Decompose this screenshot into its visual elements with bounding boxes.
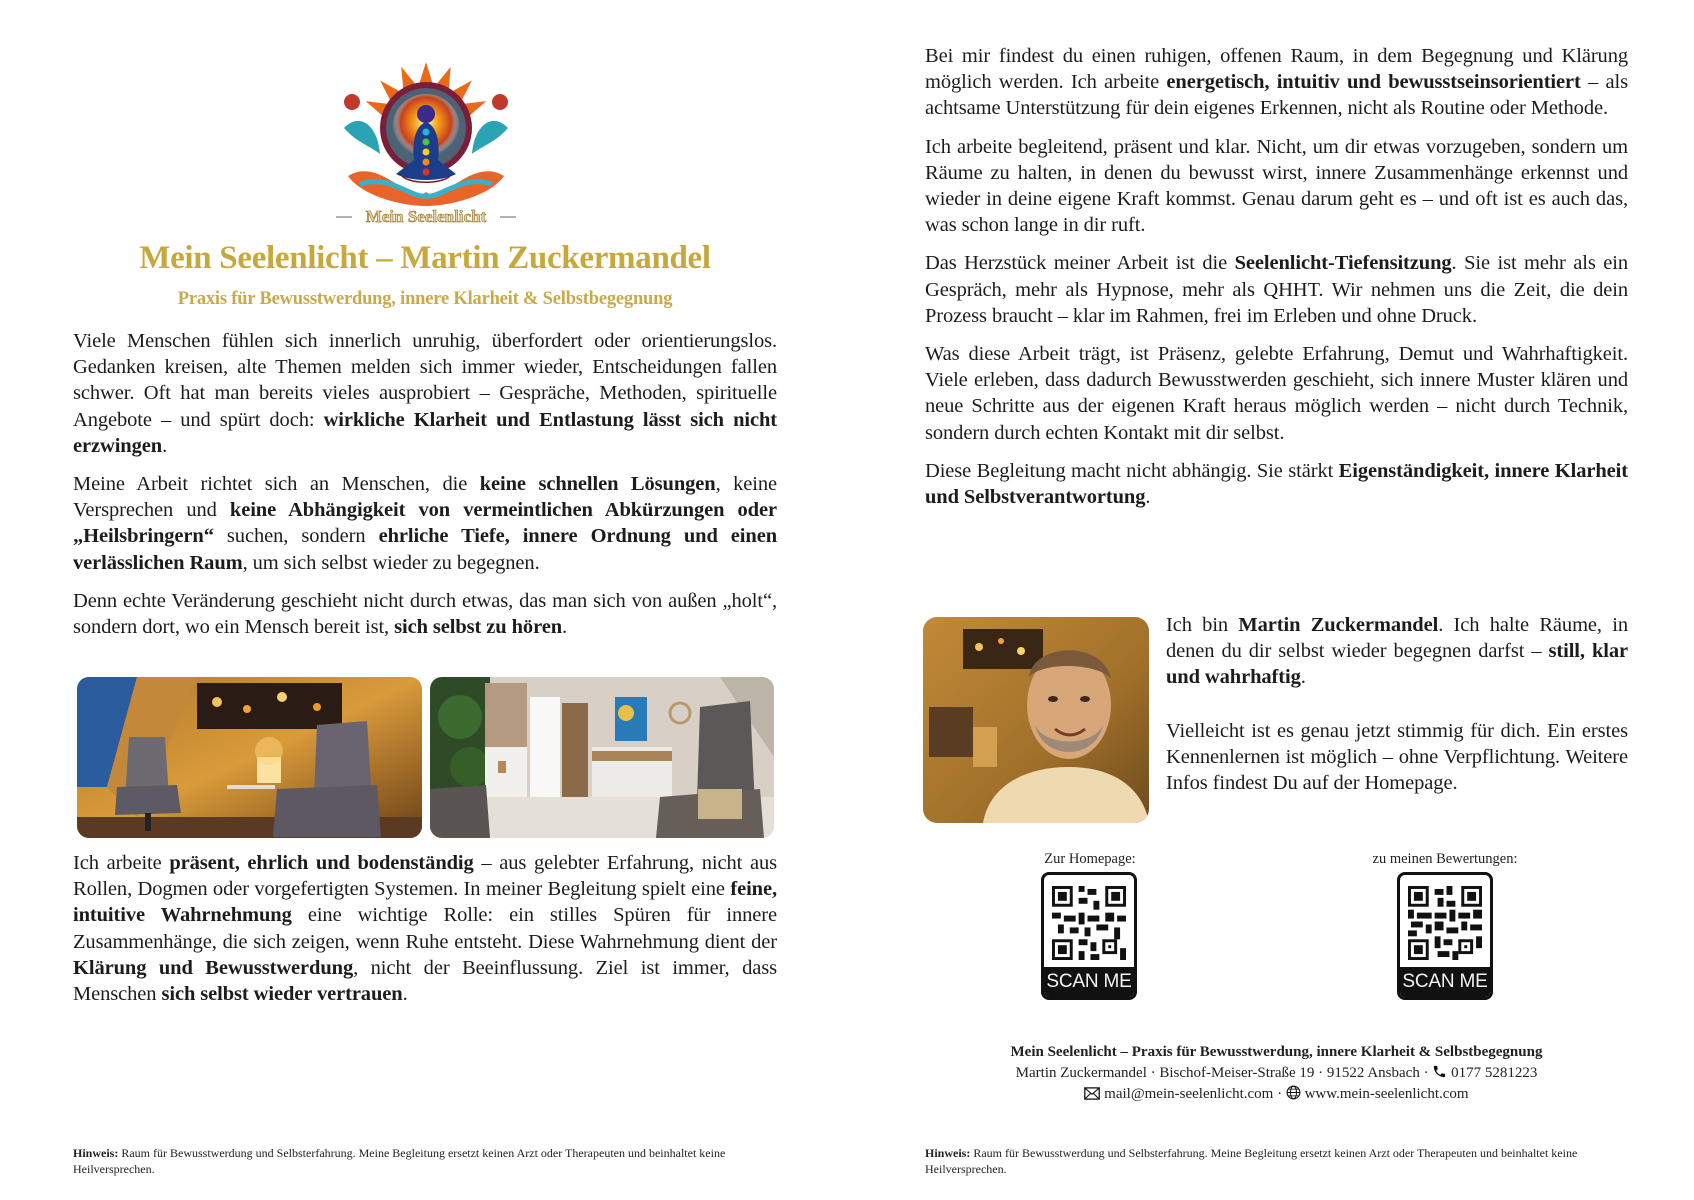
- portrait-photo: [923, 617, 1149, 823]
- contact-address: Martin Zuckermandel · Bischof-Meiser-Straße 19 · 91522 Ansbach ·: [1015, 1065, 1433, 1081]
- phone-icon: [1432, 1064, 1447, 1079]
- text: – aus gelebter Erfahrung, nicht aus Rollen, Dogmen oder vorgefertigten Systemen. In meiner Begleitung spielt eine: [73, 852, 777, 901]
- meditation-logo-icon: [330, 56, 522, 228]
- paragraph-independence: [925, 458, 1628, 510]
- text: , um sich selbst wieder zu begegnen.: [242, 551, 540, 574]
- text: . Ich halte Räume, in denen du dir selbst wieder begegnen darfst –: [1166, 614, 1628, 663]
- about-me-text: [1166, 612, 1628, 796]
- bold-text: Eigenständigkeit, innere Klarheit und Selbstverantwortung: [925, 459, 1628, 509]
- bold-text: Seelenlicht-Tiefensitzung: [1234, 252, 1452, 275]
- contact-block: [925, 1042, 1628, 1105]
- qr-label-homepage: Zur Homepage:: [1044, 851, 1136, 867]
- disclaimer-note-left: [73, 1145, 773, 1177]
- bold-text: sich selbst wieder vertrauen: [161, 983, 403, 1006]
- bold-text: energetisch, intuitiv und bewusstseinsorientiert: [1166, 71, 1581, 94]
- qr-label-reviews: zu meinen Bewertungen:: [1372, 851, 1518, 867]
- text: Ich arbeite begleitend, präsent und klar. Nicht, um dir etwas vorzugeben, sondern um Räume zu halten, in denen du bewusst wirst, innere Zusammenhänge erkennst und wieder in deine eigene Kraft kommst. Genau darum geht es – und oft ist es auch das, was schon lange in dir ruft.: [925, 135, 1628, 237]
- note-label: Hinweis:: [73, 1146, 119, 1160]
- paragraph-intro: [73, 328, 777, 459]
- bold-text: feine, intuitive Wahrnehmung: [73, 878, 777, 927]
- text: .: [402, 983, 408, 1006]
- separator: ·: [1273, 1086, 1286, 1102]
- paragraph-presence: [925, 341, 1628, 446]
- bold-text: still, klar und wahrhaftig: [1166, 640, 1628, 689]
- left-approach-column: [73, 850, 777, 1007]
- logo-text: Mein Seelenlicht: [365, 207, 487, 226]
- contact-address-line: [925, 1063, 1628, 1084]
- contact-practice-name: Mein Seelenlicht – Praxis für Bewusstwerdung, innere Klarheit & Selbstbegegnung: [1010, 1044, 1543, 1060]
- scan-me-label: SCAN ME: [1044, 967, 1134, 997]
- text: .: [1145, 486, 1151, 509]
- text: Viele Menschen fühlen sich innerlich unruhig, überfordert oder orientierungslos. Gedanken kreisen, alte Themen melden sich immer wieder, Entscheidungen fallen schwer. Oft hat man bereits vieles ausprobiert – Gespräche, Methoden, spirituelle Angebote – und spürt doch:: [73, 330, 777, 431]
- bold-text: Martin Zuckermandel: [1238, 614, 1439, 636]
- left-intro-column: [73, 328, 777, 640]
- paragraph-about: [1166, 612, 1628, 691]
- qr-code-reviews[interactable]: [1397, 872, 1493, 1000]
- text: Bei mir findest du einen ruhigen, offenen Raum, in dem Begegnung und Klärung möglich werden. Ich arbeite: [925, 45, 1628, 94]
- envelope-icon: [1084, 1087, 1100, 1100]
- note-text: Raum für Bewusstwerdung und Selbsterfahrung. Meine Begleitung ersetzt keinen Arzt oder Therapeuten und beinhaltet keine Heilversprechen.: [73, 1146, 726, 1176]
- text: .: [562, 616, 568, 639]
- text: .: [162, 434, 168, 457]
- paragraph-invitation: [1166, 718, 1628, 797]
- paragraph-approach: [73, 850, 777, 1007]
- contact-website[interactable]: www.mein-seelenlicht.com: [1304, 1086, 1469, 1102]
- text: , keine Versprechen und: [73, 473, 778, 522]
- contact-online-line: [925, 1084, 1628, 1105]
- text: eine wichtige Rolle: ein stilles Spüren für innere Zusammenhänge, die sich zeigen, wenn Ruhe entsteht. Diese Wahrnehmung dient der: [73, 904, 777, 953]
- logo: [330, 56, 522, 228]
- paragraph-change: [73, 588, 777, 640]
- paragraph-core-session: [925, 250, 1628, 329]
- scan-me-label: SCAN ME: [1400, 967, 1490, 997]
- text: Ich bin: [1166, 614, 1239, 636]
- bold-text: Klärung und Bewusstwerdung: [73, 956, 354, 979]
- text: Denn echte Veränderung geschieht nicht durch etwas, das man sich von außen „holt“, sondern dort, wo ein Mensch bereit ist,: [73, 589, 777, 639]
- text: .: [1300, 666, 1306, 689]
- text: Meine Arbeit richtet sich an Menschen, die: [73, 473, 480, 496]
- qr-pattern-icon: [1408, 881, 1482, 965]
- globe-icon: [1286, 1085, 1301, 1100]
- paragraph-space: [925, 43, 1628, 122]
- qr-code-homepage[interactable]: [1041, 872, 1137, 1000]
- contact-phone[interactable]: 0177 5281223: [1451, 1065, 1538, 1081]
- note-text: Raum für Bewusstwerdung und Selbsterfahrung. Meine Begleitung ersetzt keinen Arzt oder Therapeuten und beinhaltet keine Heilversprechen.: [925, 1146, 1578, 1176]
- bold-text: sich selbst zu hören: [394, 616, 562, 639]
- qr-pattern-icon: [1052, 881, 1126, 965]
- text: – als achtsame Unterstützung für dein eigenes Erkennen, nicht als Routine oder Methode.: [925, 71, 1628, 120]
- paragraph-audience: [73, 471, 777, 576]
- disclaimer-note-right: [925, 1145, 1625, 1177]
- text: , nicht der Beeinflussung. Ziel ist immer, dass Menschen: [73, 956, 777, 1006]
- contact-email[interactable]: mail@mein-seelenlicht.com: [1104, 1086, 1274, 1102]
- text: Vielleicht ist es genau jetzt stimmig für dich. Ein erstes Kennenlernen ist möglich – ohne Verpflichtung. Weitere Infos findest Du auf der Homepage.: [1166, 719, 1628, 795]
- text: Diese Begleitung macht nicht abhängig. Sie stärkt: [925, 459, 1339, 482]
- text: Das Herzstück meiner Arbeit ist die: [925, 252, 1235, 275]
- text: . Sie ist mehr als ein Gespräch, mehr als Hypnose, mehr als QHHT. Wir nehmen uns die Zeit, die dein Prozess braucht – klar im Rahmen, frei im Erleben und ohne Druck.: [925, 252, 1628, 327]
- room-photo-evening: [77, 677, 422, 838]
- bold-text: ehrliche Tiefe, innere Ordnung und einen verlässlichen Raum: [73, 525, 777, 574]
- bold-text: präsent, ehrlich und bodenständig: [169, 852, 474, 874]
- room-photo-day: [430, 677, 774, 838]
- page-title: Mein Seelenlicht – Martin Zuckermandel: [139, 240, 711, 276]
- right-text-column: [925, 43, 1628, 510]
- paragraph-accompany: [925, 134, 1628, 239]
- bold-text: keine schnellen Lösungen: [479, 473, 716, 496]
- page-subtitle: Praxis für Bewusstwerdung, innere Klarheit & Selbstbegegnung: [177, 289, 673, 309]
- text: Was diese Arbeit trägt, ist Präsenz, gelebte Erfahrung, Demut und Wahrhaftigkeit. Viele erleben, dass dadurch Bewusstwerden geschieht, sich innere Muster klären und neue Schritte aus der eigenen Kraft heraus möglich werden – nicht durch Technik, sondern durch echten Kontakt mit dir selbst.: [925, 343, 1628, 444]
- text: suchen, sondern: [213, 525, 379, 548]
- text: Ich arbeite: [73, 852, 170, 874]
- bold-text: wirkliche Klarheit und Entlastung lässt sich nicht erzwingen: [73, 408, 778, 457]
- bold-text: keine Abhängigkeit von vermeintlichen Abkürzungen oder „Heilsbringern“: [73, 499, 777, 548]
- note-label: Hinweis:: [925, 1146, 971, 1160]
